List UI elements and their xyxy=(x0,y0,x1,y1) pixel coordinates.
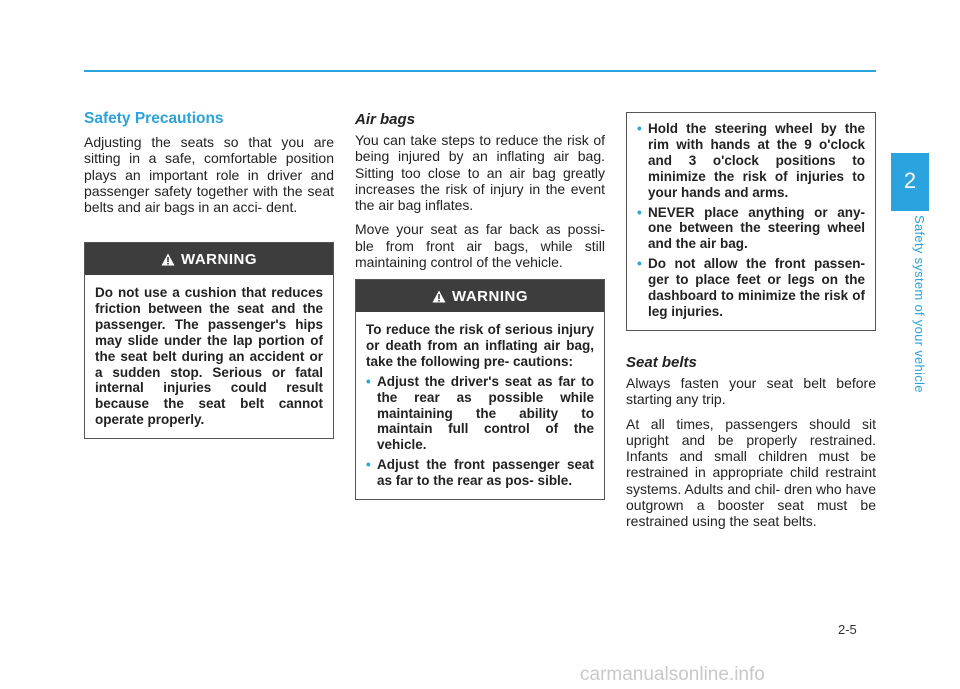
heading-safety-precautions: Safety Precautions xyxy=(84,110,224,127)
warning-intro: To reduce the risk of serious injury or death from an inflating air bag, take the following pre- cautions: xyxy=(366,322,594,369)
header-rule xyxy=(84,70,876,72)
list-item: • Adjust the driver's seat as far to the rear as possible while maintaining the ability to maintain full control of the vehicle. xyxy=(366,373,594,453)
air-bags-paragraph-1: You can take steps to reduce the risk of being injured by an inflating air bag. Sitting too close to an air bag greatly increases the risk of injury in the event the air bag inflates. xyxy=(355,132,605,214)
air-bags-paragraph-2: Move your seat as far back as possi- ble from front air bags, while still maintaining control of the vehicle. xyxy=(355,221,605,271)
section-number: 2 xyxy=(903,168,917,193)
page-number: 2-5 xyxy=(838,622,857,637)
column-2 xyxy=(355,111,605,278)
safety-precautions-paragraph: Adjusting the seats so that you are sitting in a safe, comfortable position plays an important role in driver and passenger safety together with the seat belts and air bags in an acci- dent. xyxy=(84,134,334,216)
warning-header xyxy=(356,280,604,312)
warning-triangle-icon xyxy=(432,290,446,303)
bullet-icon: • xyxy=(637,256,642,272)
section-title: Safety system of your vehicle xyxy=(912,215,927,393)
watermark: carmanualsonline.info xyxy=(580,664,765,685)
list-item: • NEVER place anything or any- one between the steering wheel and the air bag. xyxy=(637,204,865,252)
bullet-icon: • xyxy=(637,121,642,136)
warning-triangle-icon xyxy=(161,253,175,266)
warning-box-steering xyxy=(626,112,876,331)
warning-text: Do not use a cushion that reduces friction between the seat and the passenger. The passenger's hips may slide under the lap portion of the seat belt during an accident or a sudden stop. Serious or fatal internal injuries could result because the seat belt cannot operate properly. xyxy=(95,285,323,428)
warning-header xyxy=(85,243,333,275)
bullet-icon: • xyxy=(366,373,371,389)
seat-belts-paragraph-1: Always fasten your seat belt before starting any trip. xyxy=(626,375,876,408)
list-item: • Do not allow the front passen- ger to place feet or legs on the dashboard to minimize the risk of leg injuries. xyxy=(637,256,865,319)
warning-label: WARNING xyxy=(452,287,528,305)
bullet-icon: • xyxy=(366,457,371,473)
heading-air-bags: Air bags xyxy=(355,111,416,128)
warning-label: WARNING xyxy=(181,250,257,268)
warning-box-air-bag xyxy=(355,279,605,500)
warning-box-cushion xyxy=(84,242,334,439)
seat-belts-paragraph-2: At all times, passengers should sit upright and be properly restrained. Infants and small children must be restrained in appropriate child restraint systems. Adults and chil- dren who have outgrown a booster seat must be restrained using the seat belts. xyxy=(626,415,876,530)
list-item: • Hold the steering wheel by the rim with hands at the 9 o'clock and 3 o'clock positions to minimize the risk of injuries to your hands and arms. xyxy=(637,121,865,200)
column-1 xyxy=(84,110,334,223)
column-3 xyxy=(626,354,876,538)
bullet-icon: • xyxy=(637,204,642,220)
list-item: • Adjust the front passenger seat as far to the rear as pos- sible. xyxy=(366,457,594,489)
heading-seat-belts: Seat belts xyxy=(626,354,697,371)
